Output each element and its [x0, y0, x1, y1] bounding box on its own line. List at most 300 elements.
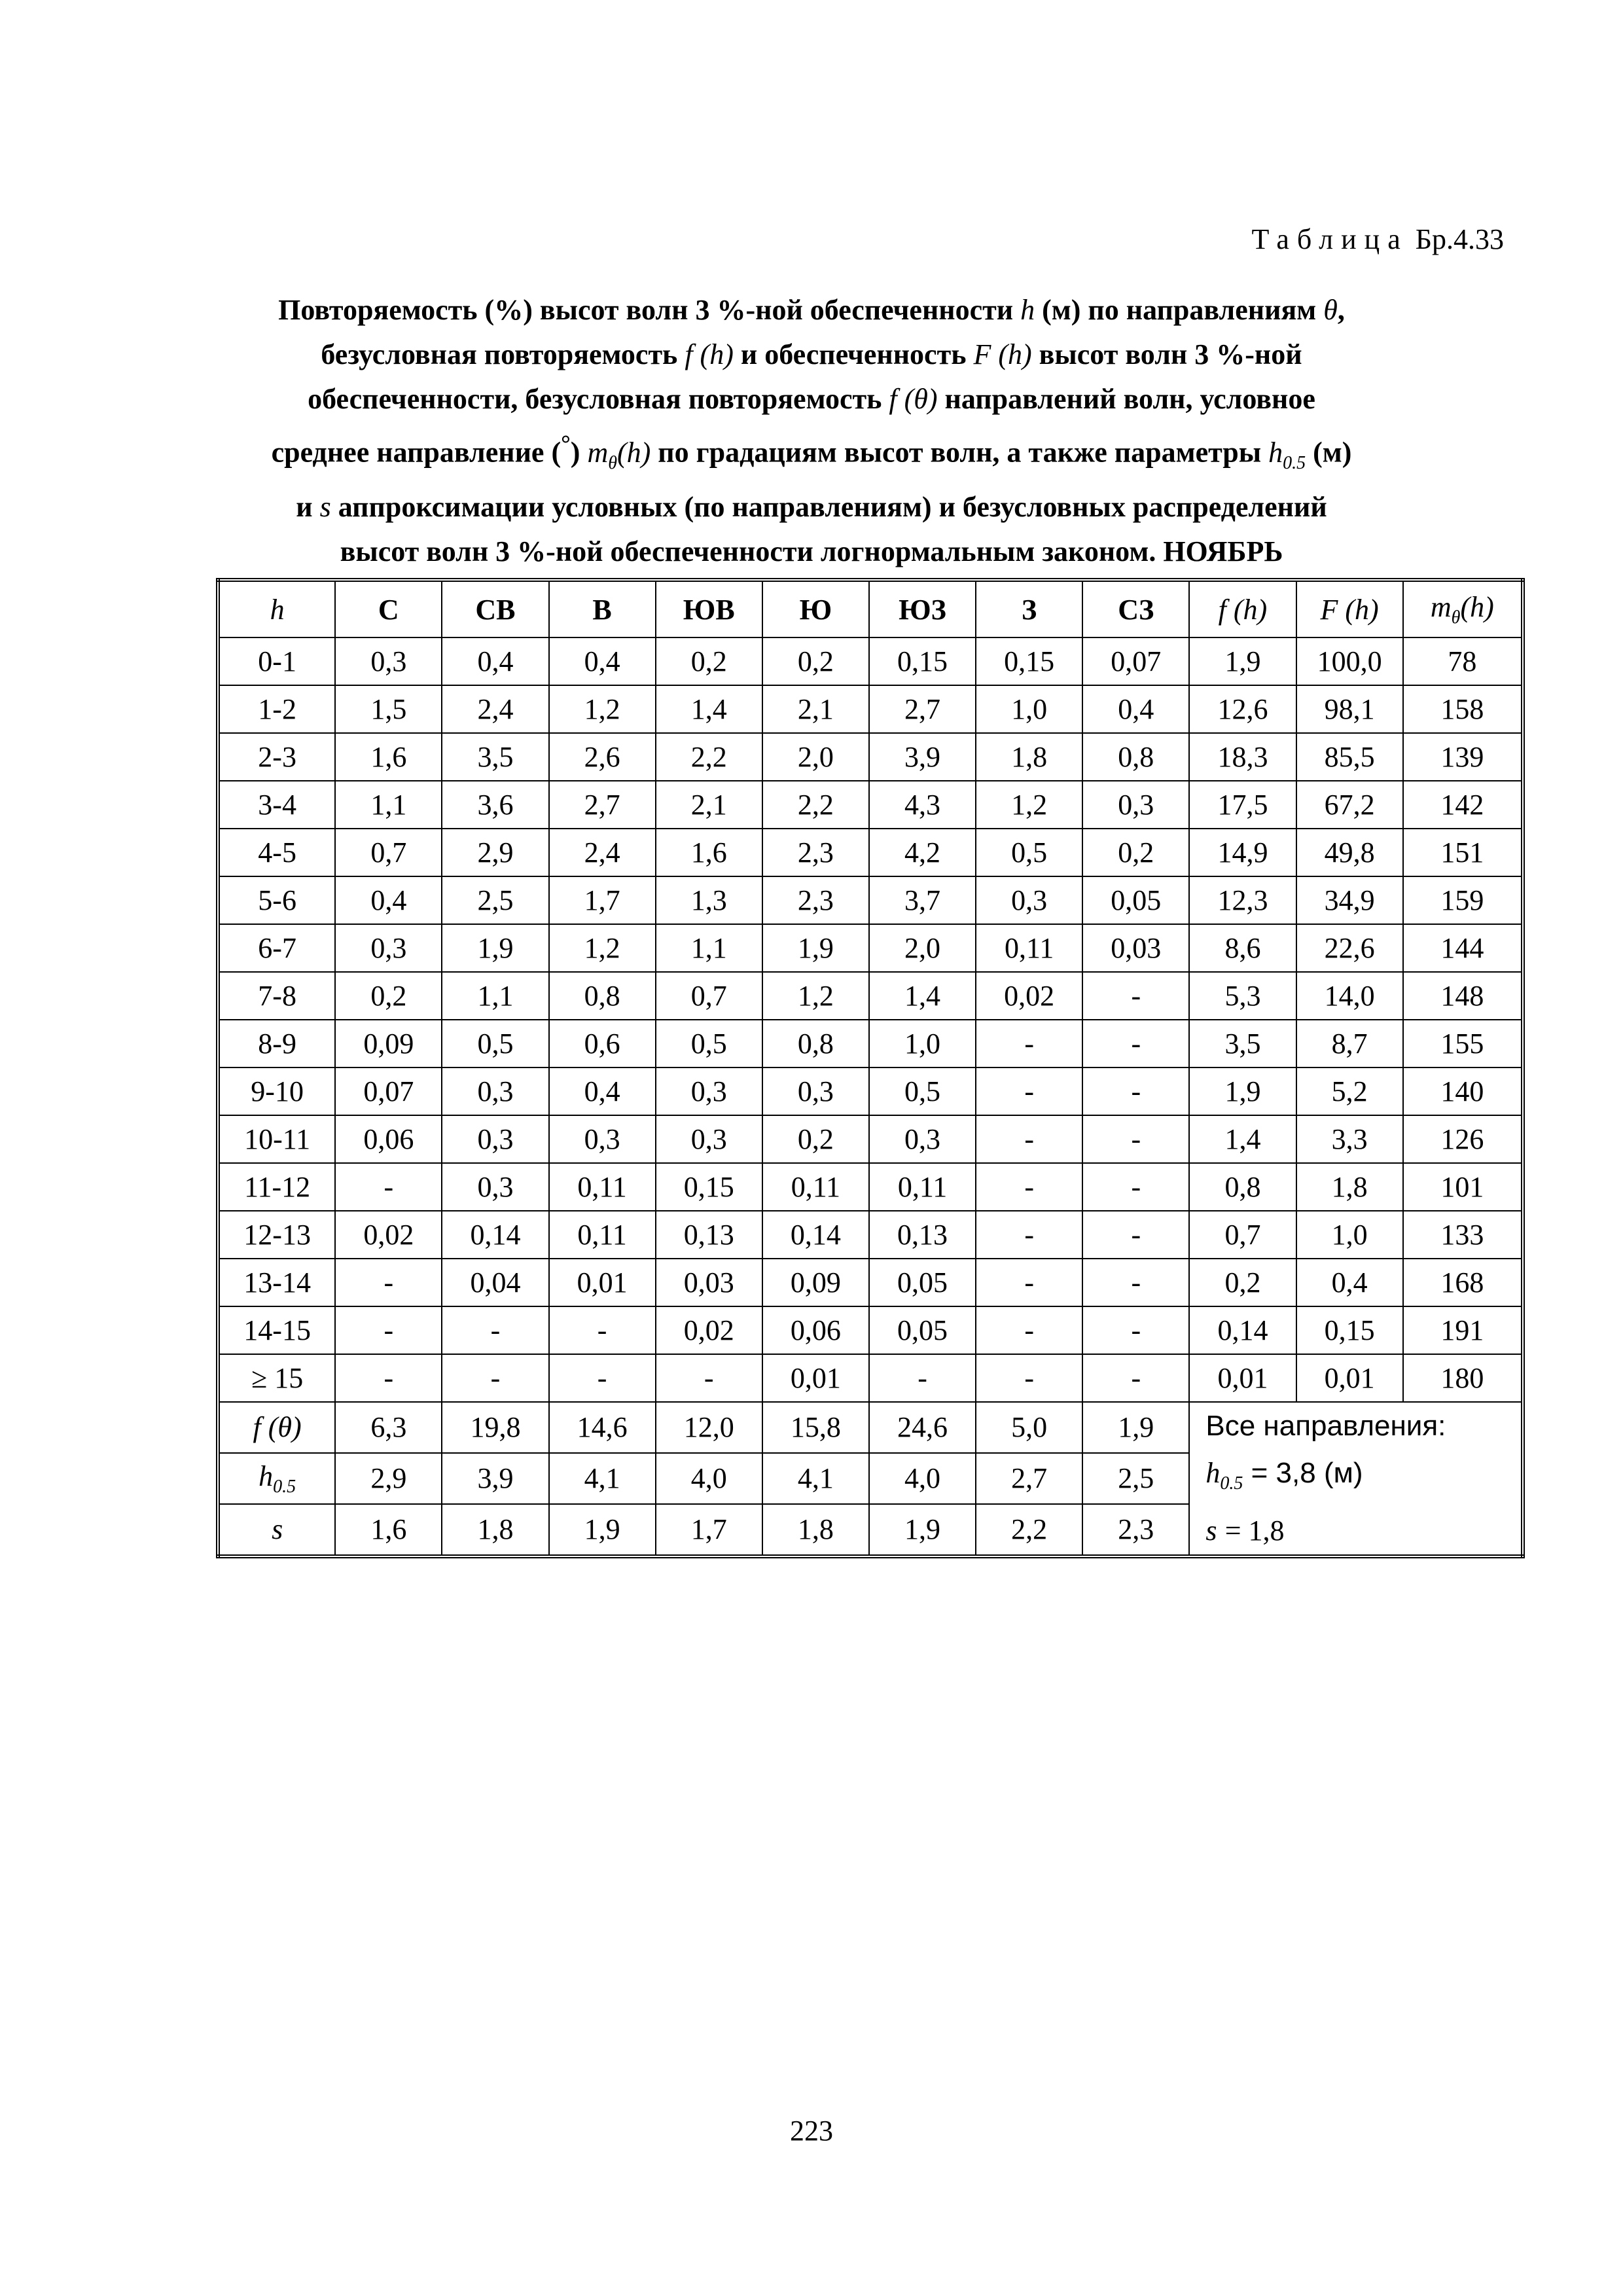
table-cell: 3,5 [1189, 1020, 1296, 1067]
table-cell: 49,8 [1296, 829, 1403, 876]
header-Fh: F (h) [1296, 580, 1403, 637]
h05-value: 4,0 [869, 1453, 976, 1504]
table-cell: 0,3 [976, 876, 1082, 924]
table-cell: 2,3 [762, 829, 869, 876]
table-cell: 2,4 [549, 829, 656, 876]
f-theta-value: 14,6 [549, 1402, 656, 1453]
table-cell: - [442, 1306, 548, 1354]
table-cell: - [1082, 1020, 1189, 1067]
table-cell: 133 [1403, 1211, 1523, 1259]
table-cell: 0,4 [1082, 685, 1189, 733]
table-cell: 8,7 [1296, 1020, 1403, 1067]
table-cell: 101 [1403, 1163, 1523, 1211]
table-cell: 0,15 [1296, 1306, 1403, 1354]
table-cell: 0,06 [335, 1115, 442, 1163]
table-cell: - [335, 1163, 442, 1211]
table-cell: 0,04 [442, 1259, 548, 1306]
height-range-cell: 4-5 [218, 829, 335, 876]
table-cell: 2,5 [442, 876, 548, 924]
table-cell: 1,0 [976, 685, 1082, 733]
header-mtheta [1403, 580, 1523, 637]
table-body [218, 637, 1523, 1402]
h05-value: 4,1 [762, 1453, 869, 1504]
h05-value: 4,0 [656, 1453, 762, 1504]
height-range-cell: 6-7 [218, 924, 335, 972]
table-row [218, 781, 1523, 829]
table-cell: 3,7 [869, 876, 976, 924]
table-cell: 180 [1403, 1354, 1523, 1402]
table-cell: 148 [1403, 972, 1523, 1020]
summary-h05-value: = 3,8 [1251, 1457, 1316, 1489]
table-cell: 1,4 [656, 685, 762, 733]
table-cell: 0,3 [442, 1067, 548, 1115]
table-cell: 0,2 [656, 637, 762, 685]
caption-text: (м) по направлениям [1042, 294, 1317, 326]
wave-height-table [216, 578, 1525, 1558]
all-directions-summary [1189, 1402, 1523, 1556]
table-cell: 0,4 [335, 876, 442, 924]
table-cell: 1,1 [335, 781, 442, 829]
var-base: h [259, 1460, 274, 1492]
table-cell: 0,2 [1082, 829, 1189, 876]
h05-value: 4,1 [549, 1453, 656, 1504]
table-cell: 2,3 [762, 876, 869, 924]
table-cell: - [976, 1020, 1082, 1067]
h05-value: 2,5 [1082, 1453, 1189, 1504]
height-range-cell: ≥ 15 [218, 1354, 335, 1402]
caption-var-theta: θ [1323, 294, 1338, 326]
caption-line-4 [131, 422, 1492, 485]
table-cell: 1,4 [869, 972, 976, 1020]
header-dir-sw: ЮЗ [869, 580, 976, 637]
table-cell: 1,0 [869, 1020, 976, 1067]
table-cell: 5,3 [1189, 972, 1296, 1020]
table-cell: - [976, 1067, 1082, 1115]
table-cell: 3,3 [1296, 1115, 1403, 1163]
table-cell: 3,6 [442, 781, 548, 829]
table-caption [131, 288, 1492, 574]
s-value: 2,3 [1082, 1504, 1189, 1556]
caption-text: , [1337, 294, 1345, 326]
f-theta-row [218, 1402, 1523, 1453]
table-cell: 14,9 [1189, 829, 1296, 876]
table-cell: - [1082, 1211, 1189, 1259]
header-fh: f (h) [1189, 580, 1296, 637]
table-cell: 2,0 [762, 733, 869, 781]
table-cell: - [335, 1259, 442, 1306]
caption-text: (м) [1313, 436, 1352, 469]
table-cell: 0,7 [1189, 1211, 1296, 1259]
table-cell: - [442, 1354, 548, 1402]
table-cell: 34,9 [1296, 876, 1403, 924]
table-row [218, 972, 1523, 1020]
height-range-cell: 3-4 [218, 781, 335, 829]
caption-text: ) [570, 436, 580, 469]
s-value: 1,8 [442, 1504, 548, 1556]
table-cell: 22,6 [1296, 924, 1403, 972]
table-cell: 0,13 [869, 1211, 976, 1259]
table-cell: 0,05 [869, 1306, 976, 1354]
s-value: 1,9 [869, 1504, 976, 1556]
table-cell: 0,02 [335, 1211, 442, 1259]
table-cell: 140 [1403, 1067, 1523, 1115]
table-cell: 0,01 [1189, 1354, 1296, 1402]
s-value: 1,9 [549, 1504, 656, 1556]
table-cell: 1,9 [1189, 1067, 1296, 1115]
height-range-cell: 14-15 [218, 1306, 335, 1354]
table-cell: 85,5 [1296, 733, 1403, 781]
header-dir-se: ЮВ [656, 580, 762, 637]
table-cell: - [1082, 1259, 1189, 1306]
summary-h05 [1205, 1450, 1521, 1507]
table-cell: 2,0 [869, 924, 976, 972]
table-cell: 12,6 [1189, 685, 1296, 733]
table-cell: 0,05 [869, 1259, 976, 1306]
table-row [218, 1211, 1523, 1259]
table-cell: 0,4 [442, 637, 548, 685]
table-cell: 0,11 [549, 1211, 656, 1259]
table-cell: 1,2 [549, 685, 656, 733]
table-cell: 4,2 [869, 829, 976, 876]
caption-var-s: s [319, 491, 331, 524]
var-base: h [1268, 436, 1283, 469]
table-cell: 0,8 [762, 1020, 869, 1067]
table-cell: 1,1 [442, 972, 548, 1020]
table-cell: - [976, 1211, 1082, 1259]
caption-var-Fh: F (h) [973, 338, 1032, 370]
table-cell: - [976, 1115, 1082, 1163]
table-cell: 17,5 [1189, 781, 1296, 829]
caption-text: среднее направление ( [271, 436, 562, 469]
caption-text: аппроксимации условных (по направлениям) и безусловных распределений [338, 491, 1327, 524]
table-cell: 1,9 [1189, 637, 1296, 685]
table-row [218, 1067, 1523, 1115]
summary-s-value: = 1,8 [1224, 1514, 1285, 1547]
table-cell: - [1082, 1067, 1189, 1115]
table-cell: 1,7 [549, 876, 656, 924]
table-row [218, 1115, 1523, 1163]
table-cell: 159 [1403, 876, 1523, 924]
table-cell: 155 [1403, 1020, 1523, 1067]
table-cell: 2,2 [656, 733, 762, 781]
header-h: h [218, 580, 335, 637]
caption-text: Повторяемость (%) высот волн 3 %-ной обеспеченности [278, 294, 1014, 326]
table-cell: 0,14 [1189, 1306, 1296, 1354]
table-cell: 3,5 [442, 733, 548, 781]
header-dir-s: Ю [762, 580, 869, 637]
table-label-word: Таблица [1251, 223, 1408, 255]
summary-h05-unit: (м) [1323, 1457, 1363, 1489]
table-cell: 1,2 [976, 781, 1082, 829]
var-base: s [1205, 1514, 1217, 1547]
table-cell: 2,7 [869, 685, 976, 733]
s-value: 1,6 [335, 1504, 442, 1556]
caption-line-6: высот волн 3 %-ной обеспеченности логнормальным законом. НОЯБРЬ [340, 535, 1283, 568]
height-range-cell: 1-2 [218, 685, 335, 733]
table-cell: 0,09 [335, 1020, 442, 1067]
table-cell: 1,4 [1189, 1115, 1296, 1163]
table-cell: 0,15 [656, 1163, 762, 1211]
table-cell: 139 [1403, 733, 1523, 781]
table-cell: 0,3 [335, 637, 442, 685]
table-row [218, 733, 1523, 781]
table-cell: 0,3 [549, 1115, 656, 1163]
s-value: 1,7 [656, 1504, 762, 1556]
table-cell: 142 [1403, 781, 1523, 829]
var-base: m [587, 436, 609, 469]
table-cell: - [549, 1306, 656, 1354]
table-cell: 0,2 [762, 637, 869, 685]
table-cell: 0,5 [976, 829, 1082, 876]
table-row [218, 637, 1523, 685]
table-cell: 1,3 [656, 876, 762, 924]
table-cell: 2,2 [762, 781, 869, 829]
height-range-cell: 7-8 [218, 972, 335, 1020]
table-cell: - [335, 1354, 442, 1402]
caption-line-3 [131, 377, 1492, 422]
table-cell: 2,6 [549, 733, 656, 781]
var-sub: 0.5 [273, 1476, 296, 1497]
table-cell: 0,5 [442, 1020, 548, 1067]
table-row [218, 1259, 1523, 1306]
table-cell: 1,2 [762, 972, 869, 1020]
table-cell: 67,2 [1296, 781, 1403, 829]
table-cell: 0,7 [335, 829, 442, 876]
h05-value: 2,9 [335, 1453, 442, 1504]
caption-line-2 [131, 332, 1492, 377]
table-cell: - [549, 1354, 656, 1402]
table-cell: 0,11 [549, 1163, 656, 1211]
table-cell: 1,8 [1296, 1163, 1403, 1211]
f-theta-value: 15,8 [762, 1402, 869, 1453]
table-cell: 1,8 [976, 733, 1082, 781]
f-theta-value: 19,8 [442, 1402, 548, 1453]
caption-text: направлений волн, условное [944, 383, 1315, 415]
var-base: m [1430, 591, 1452, 624]
table-cell: 0,3 [656, 1067, 762, 1115]
table-cell: 0,7 [656, 972, 762, 1020]
height-range-cell: 12-13 [218, 1211, 335, 1259]
table-cell: - [976, 1259, 1082, 1306]
var-sub: 0.5 [1220, 1473, 1243, 1494]
table-row [218, 1354, 1523, 1402]
table-cell: 0,11 [869, 1163, 976, 1211]
caption-line-1 [131, 288, 1492, 332]
header-dir-ne: СВ [442, 580, 548, 637]
f-theta-value: 1,9 [1082, 1402, 1189, 1453]
table-cell: 4,3 [869, 781, 976, 829]
table-cell: 0,02 [656, 1306, 762, 1354]
table-label-id: Бр.4.33 [1415, 223, 1504, 255]
var-base: h [1205, 1457, 1221, 1489]
table-cell: 3,9 [869, 733, 976, 781]
header-dir-w: З [976, 580, 1082, 637]
table-cell: 0,07 [335, 1067, 442, 1115]
table-cell: 168 [1403, 1259, 1523, 1306]
caption-var-h: h [1020, 294, 1035, 326]
table-cell: 8,6 [1189, 924, 1296, 972]
table-cell: 18,3 [1189, 733, 1296, 781]
table-row [218, 876, 1523, 924]
caption-text: высот волн 3 %-ной [1039, 338, 1302, 370]
f-theta-value: 12,0 [656, 1402, 762, 1453]
table-cell: 98,1 [1296, 685, 1403, 733]
caption-text: обеспеченности, безусловная повторяемость [308, 383, 882, 415]
table-cell: 5,2 [1296, 1067, 1403, 1115]
table-cell: 0,3 [335, 924, 442, 972]
table-cell: 0,4 [1296, 1259, 1403, 1306]
table-cell: 78 [1403, 637, 1523, 685]
table-cell: 2,9 [442, 829, 548, 876]
caption-text: по градациям высот волн, а также параметры [658, 436, 1262, 469]
table-cell: 0,01 [549, 1259, 656, 1306]
caption-text: безусловная повторяемость [321, 338, 678, 370]
caption-text: и обеспеченность [740, 338, 967, 370]
table-cell: 1,6 [656, 829, 762, 876]
h05-label [218, 1453, 335, 1504]
table-cell: 144 [1403, 924, 1523, 972]
table-row [218, 685, 1523, 733]
table-cell: 0,03 [1082, 924, 1189, 972]
summary-title: Все направления: [1205, 1410, 1446, 1442]
table-cell: 2,1 [656, 781, 762, 829]
header-dir-nw: СЗ [1082, 580, 1189, 637]
table-cell: 0,3 [656, 1115, 762, 1163]
var-arg: (h) [616, 436, 651, 469]
table-cell: 0,15 [976, 637, 1082, 685]
table-cell: 0,8 [1082, 733, 1189, 781]
table-cell: - [976, 1306, 1082, 1354]
table-row [218, 1306, 1523, 1354]
table-cell: - [869, 1354, 976, 1402]
caption-text: и [296, 491, 313, 524]
caption-var-fh: f (h) [685, 338, 734, 370]
table-cell: - [1082, 1163, 1189, 1211]
table-cell: - [1082, 1354, 1189, 1402]
table-cell: 100,0 [1296, 637, 1403, 685]
header-dir-n: С [335, 580, 442, 637]
table-cell: - [976, 1354, 1082, 1402]
s-value: 1,8 [762, 1504, 869, 1556]
table-label [1252, 223, 1504, 256]
caption-var-mtheta [587, 436, 651, 473]
table-cell: 0,03 [656, 1259, 762, 1306]
table-row [218, 1163, 1523, 1211]
table-cell: 0,14 [442, 1211, 548, 1259]
table-cell: 0,15 [869, 637, 976, 685]
table-cell: - [656, 1354, 762, 1402]
table-cell: 0,11 [976, 924, 1082, 972]
table-cell: 0,11 [762, 1163, 869, 1211]
table-cell: 0,01 [762, 1354, 869, 1402]
table-cell: 126 [1403, 1115, 1523, 1163]
height-range-cell: 10-11 [218, 1115, 335, 1163]
var-sub: 0.5 [1283, 452, 1306, 473]
table-cell: 1,2 [549, 924, 656, 972]
header-dir-e: В [549, 580, 656, 637]
table-cell: 0,5 [656, 1020, 762, 1067]
table-cell: - [976, 1163, 1082, 1211]
var-arg: (h) [1460, 591, 1494, 624]
table-cell: 0,06 [762, 1306, 869, 1354]
h05-value: 3,9 [442, 1453, 548, 1504]
table-cell: 0,02 [976, 972, 1082, 1020]
height-range-cell: 8-9 [218, 1020, 335, 1067]
table-cell: 0,2 [762, 1115, 869, 1163]
degree-symbol: ° [561, 430, 571, 457]
height-range-cell: 9-10 [218, 1067, 335, 1115]
caption-var-ftheta: f (θ) [889, 383, 938, 415]
table-cell: 158 [1403, 685, 1523, 733]
table-cell: 1,5 [335, 685, 442, 733]
f-theta-value: 5,0 [976, 1402, 1082, 1453]
height-range-cell: 5-6 [218, 876, 335, 924]
table-cell: 0,2 [1189, 1259, 1296, 1306]
s-value: 2,2 [976, 1504, 1082, 1556]
table-cell: 0,8 [549, 972, 656, 1020]
table-cell: 0,05 [1082, 876, 1189, 924]
table-cell: 0,09 [762, 1259, 869, 1306]
h05-value: 2,7 [976, 1453, 1082, 1504]
height-range-cell: 2-3 [218, 733, 335, 781]
table-cell: 0,3 [1082, 781, 1189, 829]
height-range-cell: 0-1 [218, 637, 335, 685]
table-cell: - [335, 1306, 442, 1354]
table-row [218, 924, 1523, 972]
page-number: 223 [790, 2115, 833, 2147]
var-sub: θ [608, 452, 617, 473]
table-cell: 14,0 [1296, 972, 1403, 1020]
table-cell: - [1082, 1115, 1189, 1163]
table-cell: 0,6 [549, 1020, 656, 1067]
table-cell: 191 [1403, 1306, 1523, 1354]
table-cell: 2,7 [549, 781, 656, 829]
table-cell: 0,13 [656, 1211, 762, 1259]
caption-line-5 [131, 485, 1492, 529]
table-cell: - [1082, 1306, 1189, 1354]
var-sub: θ [1451, 607, 1461, 628]
table-cell: 0,01 [1296, 1354, 1403, 1402]
table-cell: 0,4 [549, 1067, 656, 1115]
table-cell: 0,07 [1082, 637, 1189, 685]
table-cell: 0,3 [442, 1163, 548, 1211]
table-cell: 1,9 [442, 924, 548, 972]
f-theta-value: 24,6 [869, 1402, 976, 1453]
height-range-cell: 11-12 [218, 1163, 335, 1211]
table-cell: 0,4 [549, 637, 656, 685]
table-cell: 0,8 [1189, 1163, 1296, 1211]
caption-var-h05 [1268, 436, 1306, 473]
table-row [218, 829, 1523, 876]
table-cell: 0,2 [335, 972, 442, 1020]
table-cell: 0,3 [869, 1115, 976, 1163]
table-cell: 0,14 [762, 1211, 869, 1259]
table-cell: 1,0 [1296, 1211, 1403, 1259]
table-cell: 1,1 [656, 924, 762, 972]
header-row [218, 580, 1523, 637]
s-label: s [218, 1504, 335, 1556]
f-theta-value: 6,3 [335, 1402, 442, 1453]
table-cell: 1,6 [335, 733, 442, 781]
table-cell: 0,3 [442, 1115, 548, 1163]
table-cell: 12,3 [1189, 876, 1296, 924]
f-theta-label: f (θ) [218, 1402, 335, 1453]
table-cell: 1,9 [762, 924, 869, 972]
table-cell: 151 [1403, 829, 1523, 876]
height-range-cell: 13-14 [218, 1259, 335, 1306]
table-cell: 0,5 [869, 1067, 976, 1115]
table-row [218, 1020, 1523, 1067]
